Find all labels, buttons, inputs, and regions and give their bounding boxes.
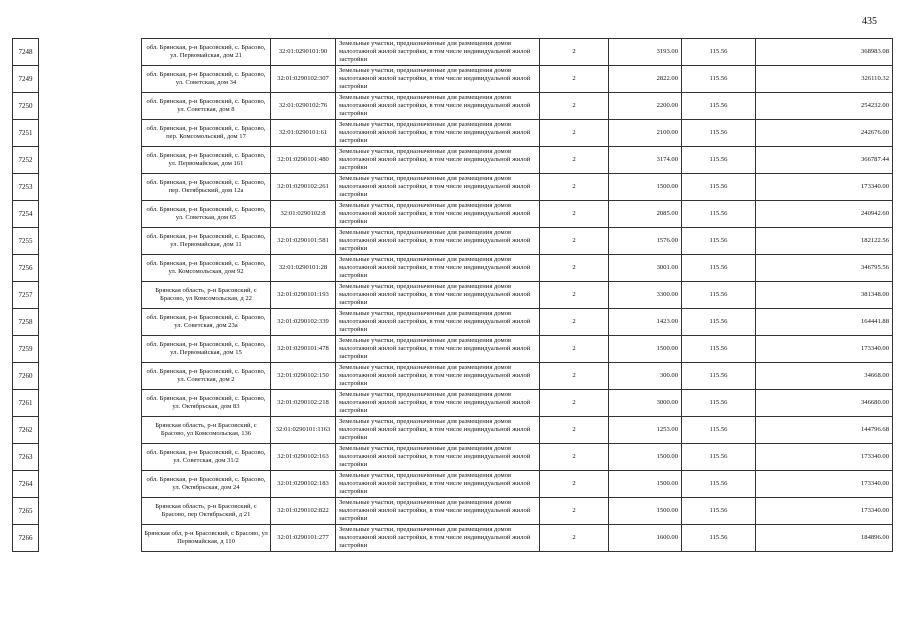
table-row xyxy=(13,444,893,471)
group-cell: 2 xyxy=(540,525,609,552)
cadastral-number-cell: 32:01:0290102:183 xyxy=(271,471,336,498)
spacer-cell xyxy=(39,228,142,255)
group-cell: 2 xyxy=(540,444,609,471)
land-use-cell: Земельные участки, предназначенные для размещения домов малоэтажной жилой застройки, в том числе индивидуальной жилой застройки xyxy=(336,336,540,363)
area-cell: 1423.00 xyxy=(609,309,682,336)
area-cell: 3174.00 xyxy=(609,147,682,174)
spacer-cell xyxy=(39,525,142,552)
cadastral-number-cell: 32:01:0290102:8 xyxy=(271,201,336,228)
cadastral-value-cell: 346795.56 xyxy=(756,255,893,282)
cadastral-number-cell: 32:01:0290102:76 xyxy=(271,93,336,120)
address-cell: Брянская область, р-н Брасовский, с Брасово, ул Комсомольская, 136 xyxy=(142,417,271,444)
land-use-cell: Земельные участки, предназначенные для размещения домов малоэтажной жилой застройки, в том числе индивидуальной жилой застройки xyxy=(336,498,540,525)
area-cell: 1500.00 xyxy=(609,498,682,525)
cadastral-number-cell: 32:01:0290102:822 xyxy=(271,498,336,525)
cadastral-value-cell: 173340.00 xyxy=(756,471,893,498)
table-body xyxy=(13,39,893,552)
cadastral-number-cell: 32:01:0290102:261 xyxy=(271,174,336,201)
table-row xyxy=(13,147,893,174)
cadastral-value-cell: 254232.00 xyxy=(756,93,893,120)
group-cell: 2 xyxy=(540,498,609,525)
cadastral-number-cell: 32:01:0290101:90 xyxy=(271,39,336,66)
cadastral-number-cell: 32:01:0290101:277 xyxy=(271,525,336,552)
area-cell: 1500.00 xyxy=(609,336,682,363)
cadastral-number-cell: 32:01:0290101:581 xyxy=(271,228,336,255)
address-cell: обл. Брянская, р-н Брасовский, с. Брасово, ул. Октябрьская, дом 83 xyxy=(142,390,271,417)
land-use-cell: Земельные участки, предназначенные для размещения домов малоэтажной жилой застройки, в том числе индивидуальной жилой застройки xyxy=(336,363,540,390)
group-cell: 2 xyxy=(540,363,609,390)
cadastral-value-cell: 184896.00 xyxy=(756,525,893,552)
area-cell: 3001.00 xyxy=(609,255,682,282)
row-number-cell: 7255 xyxy=(13,228,39,255)
land-use-cell: Земельные участки, предназначенные для размещения домов малоэтажной жилой застройки, в том числе индивидуальной жилой застройки xyxy=(336,93,540,120)
cadastral-number-cell: 32:01:0290101:478 xyxy=(271,336,336,363)
table-row xyxy=(13,174,893,201)
address-cell: обл. Брянская, р-н Брасовский, с. Брасово, ул. Советская, дом 34 xyxy=(142,66,271,93)
spacer-cell xyxy=(39,444,142,471)
cadastral-number-cell: 32:01:0290102:307 xyxy=(271,66,336,93)
address-cell: Брянская обл, р-н Брасовский, с Брасово, ул Первомайская, д 110 xyxy=(142,525,271,552)
row-number-cell: 7252 xyxy=(13,147,39,174)
cadastral-value-cell: 182122.56 xyxy=(756,228,893,255)
rate-cell: 115.56 xyxy=(682,93,756,120)
rate-cell: 115.56 xyxy=(682,417,756,444)
spacer-cell xyxy=(39,201,142,228)
spacer-cell xyxy=(39,336,142,363)
area-cell: 3000.00 xyxy=(609,390,682,417)
rate-cell: 115.56 xyxy=(682,120,756,147)
group-cell: 2 xyxy=(540,228,609,255)
group-cell: 2 xyxy=(540,201,609,228)
spacer-cell xyxy=(39,120,142,147)
rate-cell: 115.56 xyxy=(682,525,756,552)
spacer-cell xyxy=(39,93,142,120)
group-cell: 2 xyxy=(540,309,609,336)
address-cell: обл. Брянская, р-н Брасовский, с. Брасово, пер. Комсомольский, дом 17 xyxy=(142,120,271,147)
cadastral-number-cell: 32:01:0290101:193 xyxy=(271,282,336,309)
rate-cell: 115.56 xyxy=(682,282,756,309)
group-cell: 2 xyxy=(540,93,609,120)
table-row xyxy=(13,228,893,255)
group-cell: 2 xyxy=(540,255,609,282)
table-row xyxy=(13,309,893,336)
spacer-cell xyxy=(39,282,142,309)
cadastral-value-cell: 326110.32 xyxy=(756,66,893,93)
spacer-cell xyxy=(39,66,142,93)
table-row xyxy=(13,93,893,120)
table-row xyxy=(13,390,893,417)
cadastral-number-cell: 32:01:0290102:150 xyxy=(271,363,336,390)
area-cell: 1253.00 xyxy=(609,417,682,444)
group-cell: 2 xyxy=(540,39,609,66)
table-row xyxy=(13,336,893,363)
cadastral-value-cell: 173340.00 xyxy=(756,444,893,471)
table-row xyxy=(13,498,893,525)
rate-cell: 115.56 xyxy=(682,390,756,417)
page-number: 435 xyxy=(862,16,877,27)
table-row xyxy=(13,471,893,498)
cadastral-number-cell: 32:01:0290102:163 xyxy=(271,444,336,471)
cadastral-value-cell: 366787.44 xyxy=(756,147,893,174)
area-cell: 2822.00 xyxy=(609,66,682,93)
area-cell: 1500.00 xyxy=(609,444,682,471)
rate-cell: 115.56 xyxy=(682,498,756,525)
rate-cell: 115.56 xyxy=(682,471,756,498)
spacer-cell xyxy=(39,39,142,66)
land-use-cell: Земельные участки, предназначенные для размещения домов малоэтажной жилой застройки, в том числе индивидуальной жилой застройки xyxy=(336,66,540,93)
table-row xyxy=(13,282,893,309)
area-cell: 3300.00 xyxy=(609,282,682,309)
rate-cell: 115.56 xyxy=(682,174,756,201)
address-cell: обл. Брянская, р-н Брасовский, с. Брасово, ул. Первомайская, дом 11 xyxy=(142,228,271,255)
table-row xyxy=(13,201,893,228)
address-cell: обл. Брянская, р-н Брасовский, с. Брасово, ул. Советская, дом 2 xyxy=(142,363,271,390)
area-cell: 1600.00 xyxy=(609,525,682,552)
row-number-cell: 7260 xyxy=(13,363,39,390)
land-use-cell: Земельные участки, предназначенные для размещения домов малоэтажной жилой застройки, в том числе индивидуальной жилой застройки xyxy=(336,390,540,417)
land-use-cell: Земельные участки, предназначенные для размещения домов малоэтажной жилой застройки, в том числе индивидуальной жилой застройки xyxy=(336,228,540,255)
area-cell: 1500.00 xyxy=(609,174,682,201)
group-cell: 2 xyxy=(540,390,609,417)
address-cell: обл. Брянская, р-н Брасовский, с. Брасово, ул. Советская, дом 23а xyxy=(142,309,271,336)
spacer-cell xyxy=(39,309,142,336)
rate-cell: 115.56 xyxy=(682,336,756,363)
cadastral-value-cell: 173340.00 xyxy=(756,174,893,201)
area-cell: 1576.00 xyxy=(609,228,682,255)
area-cell: 2100.00 xyxy=(609,120,682,147)
land-use-cell: Земельные участки, предназначенные для размещения домов малоэтажной жилой застройки, в том числе индивидуальной жилой застройки xyxy=(336,201,540,228)
row-number-cell: 7264 xyxy=(13,471,39,498)
address-cell: обл. Брянская, р-н Брасовский, с. Брасово, ул. Комсомольская, дом 92 xyxy=(142,255,271,282)
area-cell: 300.00 xyxy=(609,363,682,390)
cadastral-value-cell: 173340.00 xyxy=(756,498,893,525)
rate-cell: 115.56 xyxy=(682,309,756,336)
area-cell: 2085.00 xyxy=(609,201,682,228)
row-number-cell: 7266 xyxy=(13,525,39,552)
group-cell: 2 xyxy=(540,282,609,309)
area-cell: 1500.00 xyxy=(609,471,682,498)
row-number-cell: 7248 xyxy=(13,39,39,66)
land-use-cell: Земельные участки, предназначенные для размещения домов малоэтажной жилой застройки, в том числе индивидуальной жилой застройки xyxy=(336,255,540,282)
address-cell: обл. Брянская, р-н Брасовский, с. Брасово, ул. Октябрьская, дом 24 xyxy=(142,471,271,498)
land-use-cell: Земельные участки, предназначенные для размещения домов малоэтажной жилой застройки, в том числе индивидуальной жилой застройки xyxy=(336,120,540,147)
table-row xyxy=(13,39,893,66)
rate-cell: 115.56 xyxy=(682,147,756,174)
cadastral-value-cell: 368983.08 xyxy=(756,39,893,66)
rate-cell: 115.56 xyxy=(682,39,756,66)
cadastral-value-cell: 34668.00 xyxy=(756,363,893,390)
address-cell: Брянская область, р-н Брасовский, с Брасово, ул Комсомольская, д 22 xyxy=(142,282,271,309)
table-row xyxy=(13,525,893,552)
group-cell: 2 xyxy=(540,174,609,201)
group-cell: 2 xyxy=(540,147,609,174)
rate-cell: 115.56 xyxy=(682,228,756,255)
group-cell: 2 xyxy=(540,120,609,147)
cadastral-value-cell: 240942.60 xyxy=(756,201,893,228)
row-number-cell: 7258 xyxy=(13,309,39,336)
land-use-cell: Земельные участки, предназначенные для размещения домов малоэтажной жилой застройки, в том числе индивидуальной жилой застройки xyxy=(336,282,540,309)
spacer-cell xyxy=(39,174,142,201)
table-row xyxy=(13,417,893,444)
spacer-cell xyxy=(39,417,142,444)
spacer-cell xyxy=(39,363,142,390)
address-cell: обл. Брянская, р-н Брасовский, с. Брасово, ул. Первомайская, дом 15 xyxy=(142,336,271,363)
rate-cell: 115.56 xyxy=(682,255,756,282)
group-cell: 2 xyxy=(540,417,609,444)
row-number-cell: 7254 xyxy=(13,201,39,228)
cadastral-value-cell: 242676.00 xyxy=(756,120,893,147)
land-registry-table xyxy=(12,38,893,552)
address-cell: обл. Брянская, р-н Брасовский, с. Брасово, пер. Октябрьский, дом 12а xyxy=(142,174,271,201)
cadastral-number-cell: 32:01:0290102:218 xyxy=(271,390,336,417)
cadastral-number-cell: 32:01:0290101:61 xyxy=(271,120,336,147)
address-cell: обл. Брянская, р-н Брасовский, с. Брасово, ул. Советская, дом 31/2 xyxy=(142,444,271,471)
rate-cell: 115.56 xyxy=(682,444,756,471)
address-cell: обл. Брянская, р-н Брасовский, с. Брасово, ул. Первомайская, дом 21 xyxy=(142,39,271,66)
spacer-cell xyxy=(39,255,142,282)
land-use-cell: Земельные участки, предназначенные для размещения домов малоэтажной жилой застройки, в том числе индивидуальной жилой застройки xyxy=(336,444,540,471)
land-use-cell: Земельные участки, предназначенные для размещения домов малоэтажной жилой застройки, в том числе индивидуальной жилой застройки xyxy=(336,39,540,66)
rate-cell: 115.56 xyxy=(682,363,756,390)
table-row xyxy=(13,120,893,147)
cadastral-number-cell: 32:01:0290102:339 xyxy=(271,309,336,336)
group-cell: 2 xyxy=(540,66,609,93)
address-cell: обл. Брянская, р-н Брасовский, с. Брасово, ул. Советская, дом 65 xyxy=(142,201,271,228)
area-cell: 2200.00 xyxy=(609,93,682,120)
cadastral-number-cell: 32:01:0290101:480 xyxy=(271,147,336,174)
cadastral-value-cell: 346680.00 xyxy=(756,390,893,417)
spacer-cell xyxy=(39,147,142,174)
area-cell: 3193.00 xyxy=(609,39,682,66)
address-cell: обл. Брянская, р-н Брасовский, с. Брасово, ул. Советская, дом 8 xyxy=(142,93,271,120)
row-number-cell: 7250 xyxy=(13,93,39,120)
cadastral-value-cell: 381348.00 xyxy=(756,282,893,309)
land-use-cell: Земельные участки, предназначенные для размещения домов малоэтажной жилой застройки, в том числе индивидуальной жилой застройки xyxy=(336,309,540,336)
table-row xyxy=(13,66,893,93)
cadastral-value-cell: 173340.00 xyxy=(756,336,893,363)
table-row xyxy=(13,363,893,390)
land-use-cell: Земельные участки, предназначенные для размещения домов малоэтажной жилой застройки, в том числе индивидуальной жилой застройки xyxy=(336,417,540,444)
cadastral-value-cell: 144796.68 xyxy=(756,417,893,444)
spacer-cell xyxy=(39,471,142,498)
row-number-cell: 7257 xyxy=(13,282,39,309)
land-use-cell: Земельные участки, предназначенные для размещения домов малоэтажной жилой застройки, в том числе индивидуальной жилой застройки xyxy=(336,525,540,552)
cadastral-number-cell: 32:01:0290101:28 xyxy=(271,255,336,282)
rate-cell: 115.56 xyxy=(682,201,756,228)
row-number-cell: 7261 xyxy=(13,390,39,417)
address-cell: Брянская область, р-н Брасовский, с Брасово, пер Октябрьский, д 21 xyxy=(142,498,271,525)
cadastral-value-cell: 164441.88 xyxy=(756,309,893,336)
group-cell: 2 xyxy=(540,336,609,363)
spacer-cell xyxy=(39,498,142,525)
row-number-cell: 7253 xyxy=(13,174,39,201)
row-number-cell: 7263 xyxy=(13,444,39,471)
cadastral-number-cell: 32:01:0290101:1163 xyxy=(271,417,336,444)
group-cell: 2 xyxy=(540,471,609,498)
rate-cell: 115.56 xyxy=(682,66,756,93)
land-use-cell: Земельные участки, предназначенные для размещения домов малоэтажной жилой застройки, в том числе индивидуальной жилой застройки xyxy=(336,471,540,498)
row-number-cell: 7259 xyxy=(13,336,39,363)
land-use-cell: Земельные участки, предназначенные для размещения домов малоэтажной жилой застройки, в том числе индивидуальной жилой застройки xyxy=(336,174,540,201)
row-number-cell: 7251 xyxy=(13,120,39,147)
row-number-cell: 7249 xyxy=(13,66,39,93)
address-cell: обл. Брянская, р-н Брасовский, с. Брасово, ул. Первомайская, дом 161 xyxy=(142,147,271,174)
table-row xyxy=(13,255,893,282)
spacer-cell xyxy=(39,390,142,417)
row-number-cell: 7256 xyxy=(13,255,39,282)
row-number-cell: 7262 xyxy=(13,417,39,444)
land-use-cell: Земельные участки, предназначенные для размещения домов малоэтажной жилой застройки, в том числе индивидуальной жилой застройки xyxy=(336,147,540,174)
row-number-cell: 7265 xyxy=(13,498,39,525)
